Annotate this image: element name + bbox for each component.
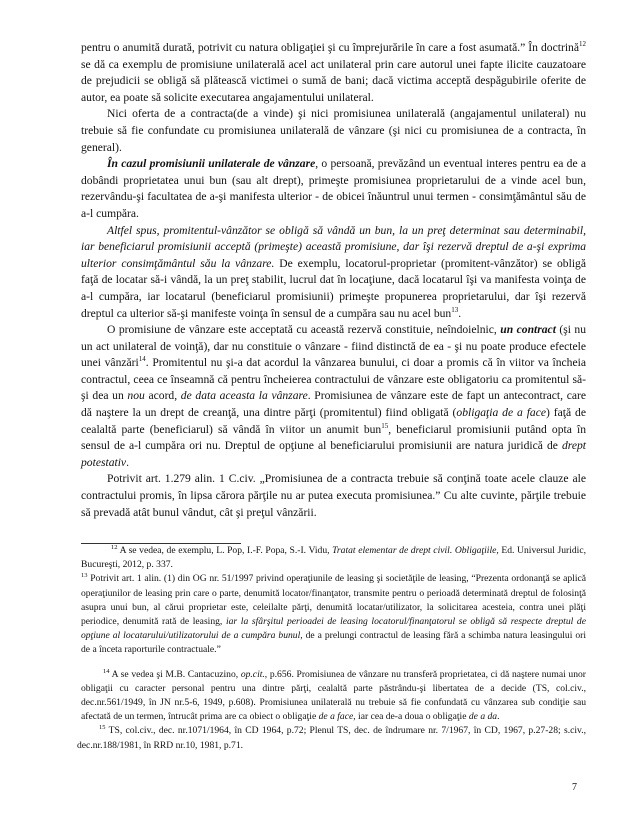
paragraph-1 — [81, 40, 586, 106]
footnote-15 — [77, 724, 586, 752]
text-run: se dă ca exemplu de promisiune unilaterală acel act unilateral prin care autorul unei fapte ilicite cauzatoare de prejudicii se obligă să plătească victimei o sumă de bani; dacă victima acceptă despăgubirile oferite de autor, ea poate să solicite executarea angajamentului unilateral. — [81, 57, 586, 104]
footnote-ref-12[interactable]: 12 — [579, 40, 586, 49]
text-run: . Promitentul nu şi-a dat acordul la vânzarea bunului, ci doar a promis că în viitor va încheia contractul, ceea ce înseamnă că pentru încheierea contractului de vânzare este obligatoriu ca promitentul să-şi dea un — [81, 356, 586, 403]
text-run: (şi nu un act unilateral de voinţă), dar nu constituie o vânzare - fiind distinctă de ea - şi nu poate produce efectele unei vânzări — [81, 323, 587, 370]
text-run: . — [458, 306, 462, 320]
footnote-ref-14[interactable]: 14 — [138, 355, 146, 364]
text-run: . Promisiunea de vânzare este de fapt un antecontract, care dă naştere la un drept de creanţă, una dintre părţi (promitentul) fiind obligată ( — [81, 389, 586, 420]
page-number: 7 — [572, 782, 577, 793]
italic-phrase: de data aceasta la vânzare — [180, 389, 308, 403]
footnotes — [77, 543, 586, 753]
text-run: TS, col.civ., dec. nr.1071/1964, în CD 1964, p.72; Plenul TS, dec. de îndrumare nr. 7/1967, în CD, 1967, p.27-28; s.civ., dec.nr.188/1981, în RRD nr.10, 1981, p.71. — [77, 725, 586, 751]
text-run: De exemplu, locatorul-proprietar (promitent-vânzător) se obligă faţă de locatar să-i vândă, la un preţ stabilit, lucrul dat în locaţiune, dacă locatarul îşi va manifesta voinţa de a-l cumpăra, iar locatarul (beneficiarul promisiunii) primeşte propunerea proprietarului, dar îşi rezervă dreptul ca ulterior să-şi manifeste voinţa în sensul de a cumpăra sau nu acel bun — [81, 256, 586, 320]
text-run: . — [126, 455, 129, 469]
italic-phrase: drept potestativ — [81, 439, 586, 469]
footnote-number: 12 — [111, 543, 118, 551]
footnote-13 — [81, 572, 586, 657]
text-run: , o persoană, prevăzând un eventual interes pentru ea de a dobândi proprietatea unui bun (sau alt drept), primeşte promisiunea proprietarului de a vinde acel bun, rezervându-şi facultatea de a-şi manifesta ulterior - de obicei înăuntrul unui termen - consimţământul său de a-l cumpăra. — [81, 157, 586, 220]
italic-phrase: Altfel spus, promitentul-vânzător se obligă să vândă un bun, la un preţ determinat sau determinabil, iar beneficiarul promisiunii acceptă (primeşte) această promisiune, dar îşi rezervă dreptul de a-şi exprima ulterior consimţământul său la vânzare. — [81, 223, 586, 270]
paragraph-4 — [81, 223, 586, 323]
footnote-14 — [81, 668, 586, 725]
text-run: Potrivit art. 1 alin. (1) din OG nr. 51/1997 privind operaţiunile de leasing şi societăţile de leasing, “Prezenta ordonanţă se aplică operaţiunilor de leasing prin care o parte, denumită locator/finanţator, transmite pentru o perioadă determinată dreptul de folosinţă asupra unui bun, al cărui proprietar este, celeilalte părţi, denumită locatar/utilizator, la solicitarea acesteia, contra unei plăţi periodice, denumită rată de leasing, — [81, 573, 586, 628]
italic-phrase: iar la sfârşitul perioadei de leasing locatorul/finanţatorul se obligă să respecte dreptul de opţiune al locatarului/utilizatorului de a cumpăra bunul — [81, 616, 586, 642]
italic-phrase: de a face — [318, 711, 354, 723]
paragraph-3 — [81, 156, 586, 222]
text-run: , de a prelungi contractul de leasing fără a schimba natura leasingului ori de a înceta raporturile contractuale.” — [81, 630, 586, 656]
text-run: , p.656. Promisiunea de vânzare nu transferă proprietatea, ci dă naştere numai unor obligaţii cu caracter personal pentru una dintre părţi, cealaltă parte păstrându-şi libertatea de a decide (TS, col.civ., dec.nr.561/1949, în JN nr.5-6, 1949, p.608). Promisiunea unilaterală nu trebuie să fie confundată cu vânzarea sub condiţie sau afectată de un termen, întrucât prima are ca obiect o obligaţie — [81, 668, 586, 723]
text-run: A se vedea şi M.B. Cantacuzino, — [109, 668, 241, 680]
text-run: , beneficiarul promisiunii putând opta în sensul de a-l cumpăra ori nu. Dreptul de opţiune al beneficiarului promisiunii are natura juridică de — [81, 422, 587, 453]
bold-italic-phrase: În cazul promisiunii unilaterale de vânzare — [107, 157, 316, 171]
italic-phrase: obligaţia de a face — [456, 406, 547, 420]
italic-phrase: nou — [127, 389, 145, 403]
main-text — [81, 40, 586, 521]
footnote-ref-13[interactable]: 13 — [451, 305, 459, 314]
footnote-number: 13 — [81, 572, 88, 580]
paragraph-5 — [81, 322, 586, 471]
italic-phrase: de a da — [468, 711, 498, 723]
text-run: A se vedea, de exemplu, L. Pop, I.-F. Popa, S.-I. Vidu, — [117, 545, 333, 556]
text-run: pentru o anumită durată, potrivit cu natura obligaţiei şi cu împrejurările în care a fost asumată.” În doctrină — [81, 41, 579, 54]
text-run: acord, — [144, 389, 181, 403]
italic-phrase: op.cit. — [240, 668, 265, 680]
paragraph-6: Potrivit art. 1.279 alin. 1 C.civ. „Promisiunea de a contracta trebuie să conţină toate acele clauze ale contractului promis, în lipsa cărora părţile nu ar putea executa promisiunea.” Cu alte cuvinte, părţile trebuie să prevadă atât bunul vândut, cât şi preţul vânzării. — [81, 472, 586, 519]
bold-italic-phrase: un contract — [500, 323, 556, 337]
paragraph-2: Nici oferta de a contracta(de a vinde) şi nici promisiunea unilaterală (angajamentul unilateral) nu trebuie să fie confundate cu promisiunea unilaterală de vânzare (şi nici cu promisiunea de a contracta, în general). — [81, 107, 586, 154]
footnote-number: 14 — [103, 667, 110, 675]
footnote-number: 15 — [99, 724, 106, 732]
text-run: ) faţă de cealaltă parte (beneficiarul) să vândă în viitor un anumit bun — [81, 406, 586, 436]
text-run: O promisiune de vânzare este acceptată cu această rezervă constituie, neîndoielnic, — [107, 323, 501, 337]
text-run: , Ed. Universul Juridic, Bucureşti, 2012, p. 337. — [81, 545, 586, 571]
italic-phrase: Tratat elementar de drept civil. Obligaţiile — [332, 545, 497, 556]
footnote-12 — [81, 544, 586, 572]
footnote-ref-15[interactable]: 15 — [381, 421, 389, 430]
text-run: . — [497, 711, 500, 723]
text-run: , iar cea de-a doua o obligaţie — [353, 711, 469, 723]
